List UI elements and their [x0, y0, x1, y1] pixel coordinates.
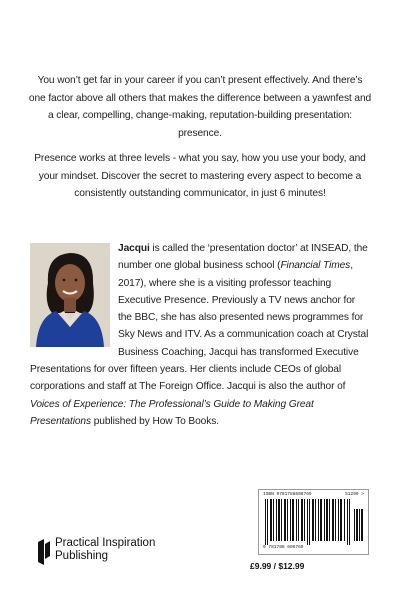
- author-bio: [30, 240, 370, 430]
- bio-text-3: published by How To Books.: [91, 415, 219, 427]
- ean-digits: 9 781788 606769: [263, 545, 304, 550]
- bio-text-2: , 2017), where she is a visiting professor teaching Executive Presence. Previously a TV news anchor for the BBC, she has also presented news programmes for Sky News and ITV. As a communication coach at Crystal Business Coaching, Jacqui has transformed Executive Presentations for over fifteen years. Her clients include CEOs of global corporations and staff at The Foreign Office. Jacqui is also the author of: [30, 260, 369, 393]
- publisher-line-1: Practical Inspiration: [55, 537, 156, 549]
- bio-source: Financial Times: [280, 260, 351, 272]
- bio-text-1: is called the ‘presentation doctor’ at INSEAD, the number one global business school (: [118, 243, 368, 272]
- publisher-name: [55, 537, 155, 563]
- price-code: 51299 >: [345, 492, 364, 497]
- bio-book-title: Voices of Experience: The Professional’s Guide to Making Great Presentations: [30, 398, 314, 427]
- publisher-logo: [37, 536, 197, 566]
- blurb-paragraph-1: You won’t get far in your career if you can’t present effectively. And there’s one factor above all others that makes the difference between a yawnfest and a clear, compelling, change-making, reputation-building presentation: presence.: [28, 75, 372, 139]
- isbn-text: ISBN 9781788606769: [263, 492, 312, 497]
- price: £9.99 / $12.99: [250, 561, 305, 571]
- barcode-bars: [263, 499, 364, 545]
- publisher-line-2: Publishing: [55, 550, 109, 562]
- blurb-paragraph-2: Presence works at three levels - what you say, how you use your body, and your mindset. Discover the secret to mastering every aspect to become a consistently outstanding communicator, in just 6 minutes!: [34, 153, 366, 199]
- book-logo-icon: [37, 538, 51, 571]
- author-name: Jacqui: [118, 243, 150, 254]
- barcode: [258, 489, 369, 555]
